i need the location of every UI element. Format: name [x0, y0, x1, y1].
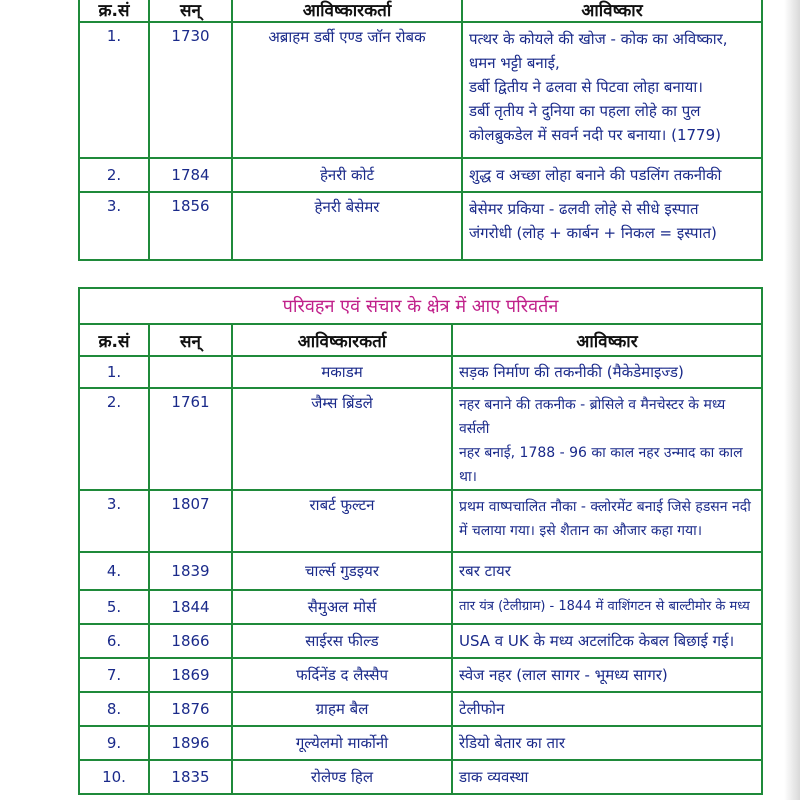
invention-line: तार यंत्र (टेलीग्राम) - 1844 में वाशिंगटन से बाल्टीमोर के मध्य — [459, 599, 750, 614]
invention-line: टेलीफोन — [459, 700, 505, 718]
row-year: 1839 — [149, 552, 232, 590]
invention-line: डर्बी द्वितीय ने ढलवा से पिटवा लोहा बनाया। — [469, 78, 703, 96]
row-serial: 1. — [79, 22, 149, 158]
invention-line: सड़क निर्माण की तकनीकी (मैकेडेमाइज्ड) — [459, 363, 684, 381]
table-row — [79, 192, 762, 260]
invention-line: रबर टायर — [459, 562, 511, 580]
row-serial: 2. — [79, 158, 149, 192]
row-year: 1835 — [149, 760, 232, 794]
header-inventor: आविष्कारकर्ता — [232, 0, 462, 22]
table-row — [79, 490, 762, 552]
table-row — [79, 158, 762, 192]
row-invention — [452, 388, 762, 490]
table-row — [79, 692, 762, 726]
row-serial: 5. — [79, 590, 149, 624]
invention-line: बेसेमर प्रकिया - ढलवी लोहे से सीधे इस्पात — [469, 200, 699, 218]
row-year — [149, 356, 232, 388]
header-serial: क्र.सं — [79, 324, 149, 356]
table-row — [79, 356, 762, 388]
invention-line: डाक व्यवस्था — [459, 768, 529, 786]
row-inventor: मकाडम — [232, 356, 452, 388]
table-header-row — [79, 324, 762, 356]
row-invention — [462, 158, 762, 192]
row-year: 1866 — [149, 624, 232, 658]
row-invention — [452, 490, 762, 552]
invention-line: में चलाया गया। इसे शैतान का औजार कहा गया। — [459, 523, 703, 539]
row-inventor: अब्राहम डर्बी एण्ड जॉन रोबक — [232, 22, 462, 158]
header-invention: आविष्कार — [462, 0, 762, 22]
row-year: 1761 — [149, 388, 232, 490]
invention-line: डर्बी तृतीय ने दुनिया का पहला लोहे का पुल — [469, 102, 701, 120]
invention-line: शुद्ध व अच्छा लोहा बनाने की पडलिंग तकनीकी — [469, 166, 722, 184]
row-year: 1856 — [149, 192, 232, 260]
invention-line: नहर बनाई, 1788 - 96 का काल नहर उन्माद का काल था। — [459, 445, 743, 485]
row-year: 1807 — [149, 490, 232, 552]
invention-line: रेडियो बेतार का तार — [459, 734, 566, 752]
header-invention: आविष्कार — [452, 324, 762, 356]
row-serial: 3. — [79, 490, 149, 552]
table-row — [79, 388, 762, 490]
table-title: परिवहन एवं संचार के क्षेत्र में आए परिवर्तन — [79, 288, 762, 324]
row-inventor: हेनरी बेसेमर — [232, 192, 462, 260]
table-title-row — [79, 288, 762, 324]
row-serial: 8. — [79, 692, 149, 726]
table-row — [79, 760, 762, 794]
row-invention — [452, 760, 762, 794]
row-serial: 2. — [79, 388, 149, 490]
row-year: 1844 — [149, 590, 232, 624]
row-inventor: जैम्स ब्रिंडले — [232, 388, 452, 490]
row-inventor: फर्दिनेंड द लैस्सैप — [232, 658, 452, 692]
header-serial: क्र.सं — [79, 0, 149, 22]
invention-line: धमन भट्टी बनाई, — [469, 54, 560, 72]
header-year: सन् — [149, 324, 232, 356]
row-inventor: गूल्येलमो मार्कोनी — [232, 726, 452, 760]
row-year: 1730 — [149, 22, 232, 158]
row-year: 1869 — [149, 658, 232, 692]
invention-line: नहर बनाने की तकनीक - ब्रोसिले व मैनचेस्टर के मध्य वर्सली — [459, 397, 726, 437]
table-row — [79, 658, 762, 692]
row-serial: 1. — [79, 356, 149, 388]
table-row — [79, 590, 762, 624]
row-invention — [452, 726, 762, 760]
row-year: 1896 — [149, 726, 232, 760]
row-invention — [452, 692, 762, 726]
invention-line: कोलब्रुकडेल में सवर्न नदी पर बनाया। (1779) — [469, 126, 721, 144]
table-row — [79, 552, 762, 590]
invention-line: जंगरोधी (लोह + कार्बन + निकल = इस्पात) — [469, 224, 717, 242]
transport-communication-table — [78, 287, 763, 795]
row-serial: 9. — [79, 726, 149, 760]
table-header-row — [79, 0, 762, 22]
invention-line: USA व UK के मध्य अटलांटिक केबल बिछाई गई। — [459, 632, 735, 650]
row-serial: 7. — [79, 658, 149, 692]
row-invention — [452, 624, 762, 658]
row-year: 1784 — [149, 158, 232, 192]
row-invention — [452, 356, 762, 388]
row-invention — [452, 552, 762, 590]
row-invention — [452, 590, 762, 624]
row-inventor: रोलेण्ड हिल — [232, 760, 452, 794]
invention-line: प्रथम वाष्पचालित नौका - क्लोरमेंट बनाई जिसे हडसन नदी — [459, 499, 751, 515]
row-invention — [462, 22, 762, 158]
invention-line: पत्थर के कोयले की खोज - कोक का अविष्कार, — [469, 30, 728, 48]
row-serial: 4. — [79, 552, 149, 590]
row-serial: 6. — [79, 624, 149, 658]
invention-line: स्वेज नहर (लाल सागर - भूमध्य सागर) — [459, 666, 668, 684]
row-inventor: साईरस फील्ड — [232, 624, 452, 658]
table-row — [79, 726, 762, 760]
row-year: 1876 — [149, 692, 232, 726]
table-row — [79, 22, 762, 158]
row-invention — [452, 658, 762, 692]
row-invention — [462, 192, 762, 260]
row-inventor: हेनरी कोर्ट — [232, 158, 462, 192]
row-inventor: ग्राहम बैल — [232, 692, 452, 726]
row-serial: 3. — [79, 192, 149, 260]
header-year: सन् — [149, 0, 232, 22]
page-edge-shadow — [784, 0, 800, 800]
row-inventor: सैमुअल मोर्स — [232, 590, 452, 624]
header-inventor: आविष्कारकर्ता — [232, 324, 452, 356]
iron-inventions-table — [78, 0, 763, 261]
row-inventor: राबर्ट फुल्टन — [232, 490, 452, 552]
row-inventor: चार्ल्स गुडइयर — [232, 552, 452, 590]
table-row — [79, 624, 762, 658]
row-serial: 10. — [79, 760, 149, 794]
